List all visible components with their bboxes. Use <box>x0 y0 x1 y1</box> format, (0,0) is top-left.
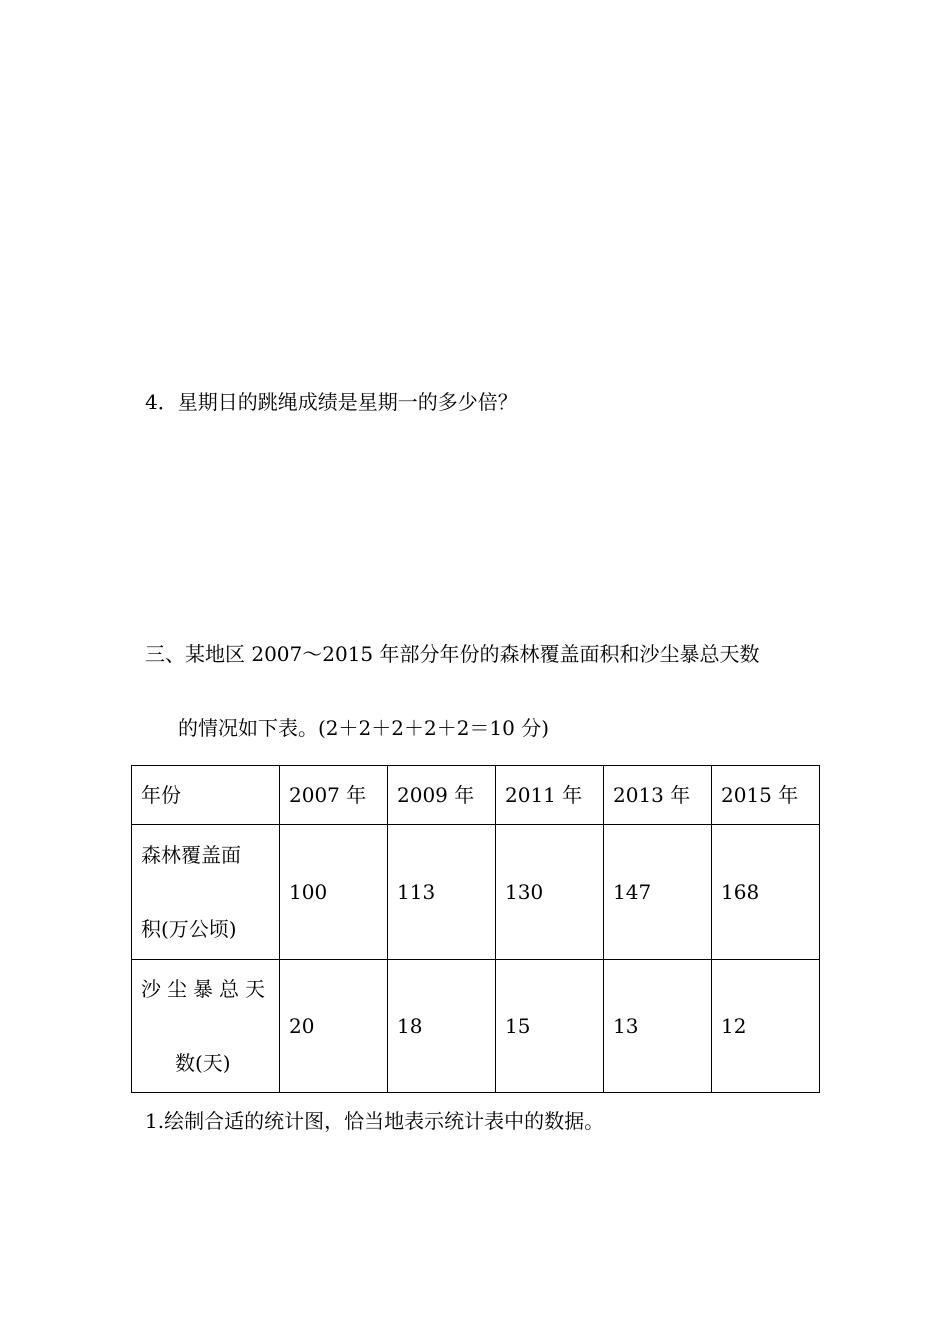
header-cell-year: 年份 <box>132 766 280 825</box>
header-cell: 2009 年 <box>388 766 496 825</box>
section-3-title-continuation: 的情况如下表。(2＋2＋2＋2＋2＝10 分) <box>178 716 550 740</box>
table-cell: 20 <box>280 960 388 1093</box>
question-4: 4．星期日的跳绳成绩是星期一的多少倍？ <box>145 390 518 414</box>
table-row-forest-area <box>132 825 820 960</box>
table-row-sandstorm-days <box>132 960 820 1093</box>
row-label-line: 森林覆盖面 <box>141 843 241 867</box>
header-cell: 2015 年 <box>712 766 820 825</box>
table-cell: 147 <box>604 825 712 960</box>
subquestion-1: 1.绘制合适的统计图，恰当地表示统计表中的数据。 <box>145 1109 605 1133</box>
table-cell: 113 <box>388 825 496 960</box>
table-cell: 15 <box>496 960 604 1093</box>
table-cell: 100 <box>280 825 388 960</box>
table-cell: 130 <box>496 825 604 960</box>
row-label-line: 积(万公顷) <box>141 917 237 941</box>
row-label-line: 数(天) <box>175 1051 231 1075</box>
table-header-row <box>132 766 820 825</box>
header-cell: 2007 年 <box>280 766 388 825</box>
table-cell: 18 <box>388 960 496 1093</box>
header-cell: 2013 年 <box>604 766 712 825</box>
header-cell: 2011 年 <box>496 766 604 825</box>
table-cell: 168 <box>712 825 820 960</box>
section-3-title: 三、某地区 2007～2015 年部分年份的森林覆盖面积和沙尘暴总天数 <box>145 642 760 666</box>
row-label-line: 沙尘暴总天 <box>141 977 271 1001</box>
table-cell: 13 <box>604 960 712 1093</box>
statistics-table <box>131 765 820 1093</box>
row-label-forest-area <box>132 825 280 960</box>
table-cell: 12 <box>712 960 820 1093</box>
row-label-sandstorm-days <box>132 960 280 1093</box>
